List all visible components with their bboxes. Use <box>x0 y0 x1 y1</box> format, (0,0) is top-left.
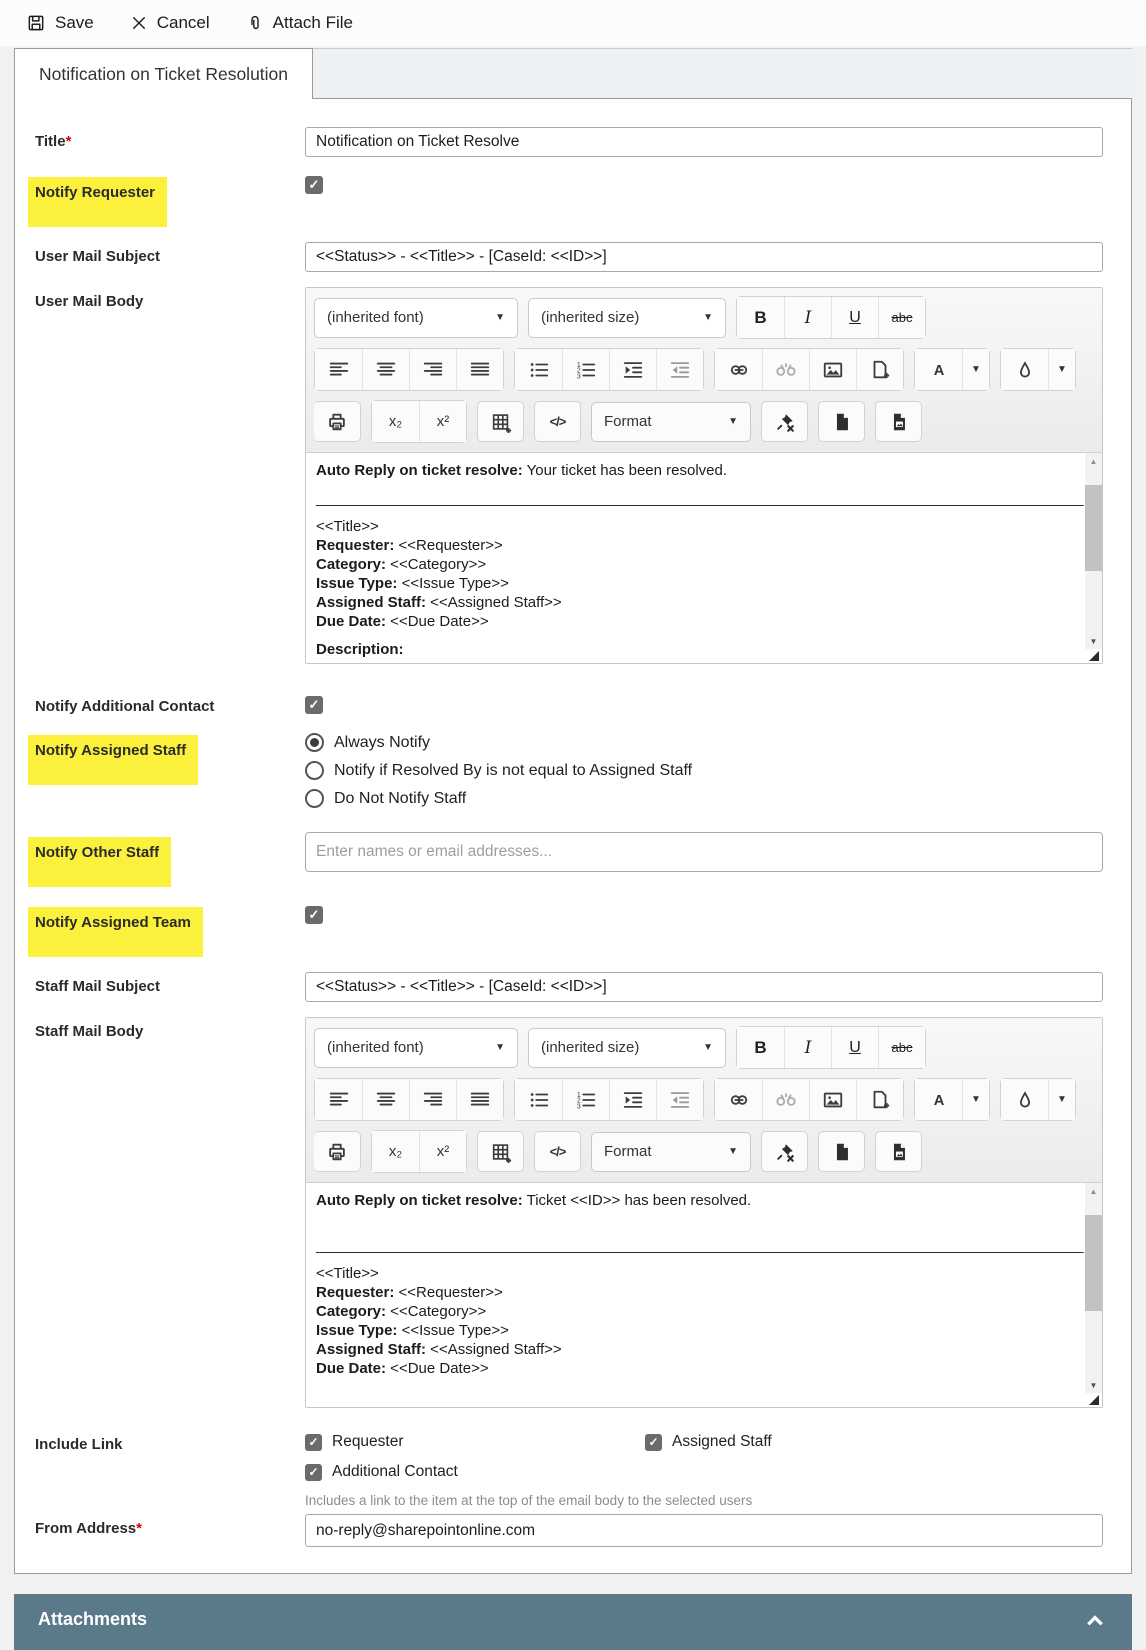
insert-table-button[interactable] <box>477 401 524 442</box>
new-page-icon <box>831 1141 853 1163</box>
align-right-button[interactable] <box>409 1079 456 1120</box>
editor-line: Issue Type: <<Issue Type>> <box>316 1322 509 1339</box>
editor-body <box>306 452 1102 663</box>
subscript-icon: x₂ <box>388 413 403 430</box>
scroll-down-icon[interactable]: ▼ <box>1089 1380 1098 1390</box>
numbered-list-icon <box>575 359 597 381</box>
align-center-button[interactable] <box>362 1079 409 1120</box>
font-family-value: (inherited font) <box>327 309 424 326</box>
page-image-button[interactable] <box>875 401 922 442</box>
svg-text:2: 2 <box>576 367 581 375</box>
staff-mail-subject-input[interactable] <box>305 972 1103 1002</box>
save-label: Save <box>55 13 94 32</box>
include-link-help-text: Includes a link to the item at the top of the email body to the selected users <box>305 1493 753 1508</box>
staff-mail-subject-row <box>35 972 1103 1002</box>
strikethrough-button[interactable] <box>878 297 925 338</box>
include-link-assigned-staff[interactable] <box>645 1433 772 1451</box>
indent-button[interactable] <box>609 1079 656 1120</box>
outdent-icon <box>669 359 691 381</box>
align-center-icon <box>375 359 397 381</box>
numbered-list-button[interactable] <box>562 349 609 390</box>
font-size-value: (inherited size) <box>541 309 640 326</box>
close-icon <box>130 14 148 32</box>
clear-formatting-icon <box>774 411 796 433</box>
underline-button[interactable] <box>831 1027 878 1068</box>
underline-button[interactable] <box>831 297 878 338</box>
indent-icon <box>622 359 644 381</box>
outdent-button[interactable] <box>656 1079 703 1120</box>
svg-text:A: A <box>933 362 944 379</box>
editor-line: Auto Reply on ticket resolve: Ticket <<ID>> has been resolved. <box>316 1192 752 1209</box>
radio-option-notify-if-resolved-by[interactable] <box>305 761 1103 780</box>
font-size-select[interactable] <box>528 1028 726 1068</box>
page-image-button[interactable] <box>875 1131 922 1172</box>
scroll-down-icon[interactable]: ▼ <box>1089 636 1098 646</box>
editor-line: <<Title>> <box>316 518 379 535</box>
droplet-icon <box>1014 359 1036 381</box>
format-value: Format <box>604 413 652 430</box>
page-image-icon <box>888 411 910 433</box>
link-icon <box>728 359 750 381</box>
user-mail-body-row <box>35 287 1103 664</box>
superscript-button[interactable] <box>419 401 466 442</box>
scroll-up-icon[interactable]: ▲ <box>1089 1186 1098 1196</box>
notify-other-staff-row <box>35 832 1103 887</box>
align-center-button[interactable] <box>362 349 409 390</box>
bullet-list-icon <box>528 1089 550 1111</box>
radio-label: Notify if Resolved By is not equal to Assigned Staff <box>334 761 693 779</box>
font-family-value: (inherited font) <box>327 1039 424 1056</box>
scrollbar-thumb[interactable] <box>1085 485 1102 571</box>
subscript-button[interactable] <box>372 1131 419 1172</box>
tab-strip-filler <box>313 48 1132 98</box>
new-page-icon <box>831 411 853 433</box>
superscript-icon: x² <box>436 1143 450 1160</box>
include-link-additional-contact[interactable] <box>305 1463 1103 1481</box>
align-justify-button[interactable] <box>456 349 503 390</box>
text-color-icon <box>928 359 950 381</box>
font-size-select[interactable] <box>528 298 726 338</box>
editor-toolbar <box>306 1018 1102 1182</box>
additional-contact-checkbox[interactable]: ✓ <box>305 1464 322 1481</box>
print-button[interactable] <box>314 401 361 442</box>
align-justify-icon <box>469 359 491 381</box>
table-icon <box>490 1141 512 1163</box>
strikethrough-icon: abc <box>891 310 913 325</box>
scroll-up-icon[interactable]: ▲ <box>1089 456 1098 466</box>
clear-formatting-button[interactable] <box>761 1131 808 1172</box>
editor-body <box>306 1182 1102 1407</box>
title-label: Title* <box>35 133 72 150</box>
title-row <box>35 127 1103 157</box>
radio-icon[interactable] <box>305 789 324 808</box>
notify-assigned-team-row <box>35 902 1103 957</box>
notify-requester-row <box>35 172 1103 227</box>
scrollbar-thumb[interactable] <box>1085 1215 1102 1311</box>
table-icon <box>490 411 512 433</box>
attachments-header[interactable] <box>14 1594 1132 1650</box>
requester-checkbox[interactable]: ✓ <box>305 1434 322 1451</box>
editor-separator-line: ____________________________________________________________________________________________ <box>316 1237 1084 1254</box>
attach-file-button[interactable] <box>246 13 353 33</box>
italic-icon: I <box>804 1037 812 1058</box>
editor-line: Due Date: <<Due Date>> <box>316 1360 489 1377</box>
text-color-dropdown[interactable] <box>962 349 989 390</box>
checkbox-label: Assigned Staff <box>672 1433 772 1450</box>
subscript-button[interactable] <box>372 401 419 442</box>
bold-icon: B <box>754 307 767 327</box>
chevron-down-icon: ▼ <box>1057 1094 1067 1105</box>
insert-file-button[interactable] <box>856 1079 903 1120</box>
align-center-icon <box>375 1089 397 1111</box>
radio-option-always-notify[interactable] <box>305 733 1103 752</box>
user-mail-body-label: User Mail Body <box>35 293 144 310</box>
subscript-icon: x₂ <box>388 1143 403 1160</box>
insert-table-button[interactable] <box>477 1131 524 1172</box>
from-address-input[interactable] <box>305 1514 1103 1547</box>
align-justify-button[interactable] <box>456 1079 503 1120</box>
outdent-icon <box>669 1089 691 1111</box>
align-left-button[interactable] <box>315 349 362 390</box>
editor-content[interactable] <box>306 453 1085 658</box>
save-icon <box>26 13 46 33</box>
editor-content[interactable] <box>306 1183 1085 1393</box>
align-justify-icon <box>469 1089 491 1111</box>
notify-requester-label: Notify Requester <box>35 172 305 227</box>
insert-image-button[interactable] <box>809 1079 856 1120</box>
chevron-down-icon: ▼ <box>1057 364 1067 375</box>
svg-text:A: A <box>933 1092 944 1109</box>
user-mail-subject-row <box>35 242 1103 272</box>
resize-handle[interactable] <box>1089 651 1099 661</box>
editor-line: Requester: <<Requester>> <box>316 537 503 554</box>
chevron-down-icon: ▼ <box>703 312 713 323</box>
bold-button[interactable] <box>737 297 784 338</box>
code-icon: </> <box>549 1144 566 1159</box>
editor-line: Category: <<Category>> <box>316 1303 487 1320</box>
editor-line: Issue Type: <<Issue Type>> <box>316 575 509 592</box>
attachments-title: Attachments <box>38 1608 148 1629</box>
radio-selected-icon[interactable] <box>305 733 324 752</box>
notify-additional-contact-label: Notify Additional Contact <box>35 698 215 715</box>
from-address-row <box>35 1514 1103 1547</box>
italic-icon: I <box>804 307 812 328</box>
editor-line: Auto Reply on ticket resolve: Your ticket has been resolved. <box>316 462 728 479</box>
superscript-icon: x² <box>436 413 450 430</box>
align-left-icon <box>328 359 350 381</box>
tab-notification-on-ticket-resolution[interactable] <box>14 48 313 99</box>
cancel-button[interactable] <box>130 13 210 33</box>
add-page-icon <box>869 1089 891 1111</box>
bold-icon: B <box>754 1037 767 1057</box>
chevron-down-icon: ▼ <box>495 1042 505 1053</box>
text-color-dropdown[interactable] <box>962 1079 989 1120</box>
notify-assigned-team-checkbox[interactable]: ✓ <box>305 906 323 924</box>
bullet-list-button[interactable] <box>515 349 562 390</box>
command-bar <box>0 0 1146 46</box>
indent-button[interactable] <box>609 349 656 390</box>
editor-line: Assigned Staff: <<Assigned Staff>> <box>316 1341 562 1358</box>
italic-button[interactable] <box>784 297 831 338</box>
cancel-label: Cancel <box>156 13 210 32</box>
code-icon: </> <box>549 414 566 429</box>
attach-file-label: Attach File <box>272 13 353 32</box>
editor-line: Description: <box>316 641 404 658</box>
align-right-icon <box>422 1089 444 1111</box>
format-select[interactable] <box>591 402 751 442</box>
unlink-icon <box>775 359 797 381</box>
image-icon <box>822 1089 844 1111</box>
title-input[interactable] <box>305 127 1103 157</box>
outdent-button[interactable] <box>656 349 703 390</box>
editor-blank-line <box>316 1210 1079 1227</box>
radio-label: Do Not Notify Staff <box>334 789 467 807</box>
assigned-staff-checkbox[interactable]: ✓ <box>645 1434 662 1451</box>
include-link-row <box>35 1430 1103 1508</box>
numbered-list-icon <box>575 1089 597 1111</box>
text-color-button[interactable] <box>915 349 962 390</box>
resize-handle[interactable] <box>1089 1395 1099 1405</box>
strikethrough-button[interactable] <box>878 1027 925 1068</box>
tab-label: Notification on Ticket Resolution <box>39 63 289 84</box>
chevron-down-icon: ▼ <box>703 1042 713 1053</box>
highlight-color-dropdown[interactable] <box>1048 349 1075 390</box>
editor-line: Assigned Staff: <<Assigned Staff>> <box>316 594 562 611</box>
notify-requester-checkbox[interactable]: ✓ <box>305 176 323 194</box>
insert-link-button[interactable] <box>715 349 762 390</box>
unlink-icon <box>775 1089 797 1111</box>
editor-line: Category: <<Category>> <box>316 556 487 573</box>
checkbox-label: Additional Contact <box>332 1463 458 1480</box>
staff-mail-body-row <box>35 1017 1103 1408</box>
notify-additional-contact-checkbox[interactable]: ✓ <box>305 696 323 714</box>
link-icon <box>728 1089 750 1111</box>
svg-text:3: 3 <box>576 372 581 380</box>
bullet-list-button[interactable] <box>515 1079 562 1120</box>
bold-button[interactable] <box>737 1027 784 1068</box>
editor-line: Requester: <<Requester>> <box>316 1284 503 1301</box>
editor-line: <<Title>> <box>316 1265 379 1282</box>
font-family-select[interactable] <box>314 1028 518 1068</box>
text-color-icon <box>928 1089 950 1111</box>
editor-separator-line: ____________________________________________________________________________________________ <box>316 490 1084 507</box>
page-image-icon <box>888 1141 910 1163</box>
radio-option-do-not-notify[interactable] <box>305 789 1103 808</box>
chevron-down-icon: ▼ <box>971 1094 981 1105</box>
editor-line: Due Date: <<Due Date>> <box>316 613 489 630</box>
user-mail-body-editor <box>305 287 1103 664</box>
superscript-button[interactable] <box>419 1131 466 1172</box>
chevron-up-icon[interactable] <box>1082 1608 1108 1630</box>
notify-assigned-staff-label: Notify Assigned Staff <box>35 730 305 817</box>
align-left-icon <box>328 1089 350 1111</box>
new-page-button[interactable] <box>818 1131 865 1172</box>
staff-mail-body-label: Staff Mail Body <box>35 1023 144 1040</box>
font-size-value: (inherited size) <box>541 1039 640 1056</box>
underline-icon: U <box>849 1038 861 1056</box>
clear-formatting-button[interactable] <box>761 401 808 442</box>
paperclip-icon <box>246 13 264 33</box>
format-value: Format <box>604 1143 652 1160</box>
form-pane <box>14 98 1132 1574</box>
svg-text:1: 1 <box>576 1091 581 1099</box>
chevron-down-icon: ▼ <box>728 1146 738 1157</box>
tab-strip <box>14 48 1132 98</box>
italic-button[interactable] <box>784 1027 831 1068</box>
chevron-down-icon: ▼ <box>495 312 505 323</box>
insert-image-button[interactable] <box>809 349 856 390</box>
format-select[interactable] <box>591 1132 751 1172</box>
include-link-label: Include Link <box>35 1436 123 1453</box>
include-link-requester[interactable] <box>305 1433 645 1451</box>
save-button[interactable] <box>26 13 94 33</box>
remove-link-button[interactable] <box>762 1079 809 1120</box>
print-icon <box>326 411 348 433</box>
image-icon <box>822 359 844 381</box>
remove-link-button[interactable] <box>762 349 809 390</box>
notify-other-staff-label: Notify Other Staff <box>35 832 305 887</box>
align-left-button[interactable] <box>315 1079 362 1120</box>
radio-label: Always Notify <box>334 733 431 751</box>
clear-formatting-icon <box>774 1141 796 1163</box>
align-right-button[interactable] <box>409 349 456 390</box>
highlight-color-dropdown[interactable] <box>1048 1079 1075 1120</box>
droplet-icon <box>1014 1089 1036 1111</box>
indent-icon <box>622 1089 644 1111</box>
strikethrough-icon: abc <box>891 1040 913 1055</box>
notify-additional-contact-row <box>35 692 1103 715</box>
notify-other-staff-input[interactable] <box>305 832 1103 872</box>
source-code-button[interactable] <box>534 401 581 442</box>
bullet-list-icon <box>528 359 550 381</box>
align-right-icon <box>422 359 444 381</box>
checkbox-label: Requester <box>332 1433 404 1450</box>
user-mail-subject-input[interactable] <box>305 242 1103 272</box>
insert-link-button[interactable] <box>715 1079 762 1120</box>
notify-assigned-staff-row <box>35 730 1103 817</box>
print-button[interactable] <box>314 1131 361 1172</box>
from-address-label: From Address* <box>35 1520 142 1537</box>
required-marker: * <box>136 1520 142 1537</box>
required-marker: * <box>65 133 72 150</box>
source-code-button[interactable] <box>534 1131 581 1172</box>
notify-assigned-team-label: Notify Assigned Team <box>35 902 305 957</box>
numbered-list-button[interactable] <box>562 1079 609 1120</box>
print-icon <box>326 1141 348 1163</box>
staff-mail-subject-label: Staff Mail Subject <box>35 978 161 995</box>
highlight-color-button[interactable] <box>1001 349 1048 390</box>
editor-scrollbar[interactable] <box>1085 453 1102 649</box>
text-color-button[interactable] <box>915 1079 962 1120</box>
svg-text:2: 2 <box>576 1097 581 1105</box>
radio-icon[interactable] <box>305 761 324 780</box>
add-page-icon <box>869 359 891 381</box>
font-family-select[interactable] <box>314 298 518 338</box>
new-page-button[interactable] <box>818 401 865 442</box>
svg-text:3: 3 <box>576 1102 581 1110</box>
svg-text:1: 1 <box>576 361 581 369</box>
user-mail-subject-label: User Mail Subject <box>35 248 161 265</box>
staff-mail-body-editor <box>305 1017 1103 1408</box>
chevron-down-icon: ▼ <box>728 416 738 427</box>
editor-toolbar <box>306 288 1102 452</box>
insert-file-button[interactable] <box>856 349 903 390</box>
chevron-down-icon: ▼ <box>971 364 981 375</box>
highlight-color-button[interactable] <box>1001 1079 1048 1120</box>
editor-scrollbar[interactable] <box>1085 1183 1102 1393</box>
underline-icon: U <box>849 308 861 326</box>
